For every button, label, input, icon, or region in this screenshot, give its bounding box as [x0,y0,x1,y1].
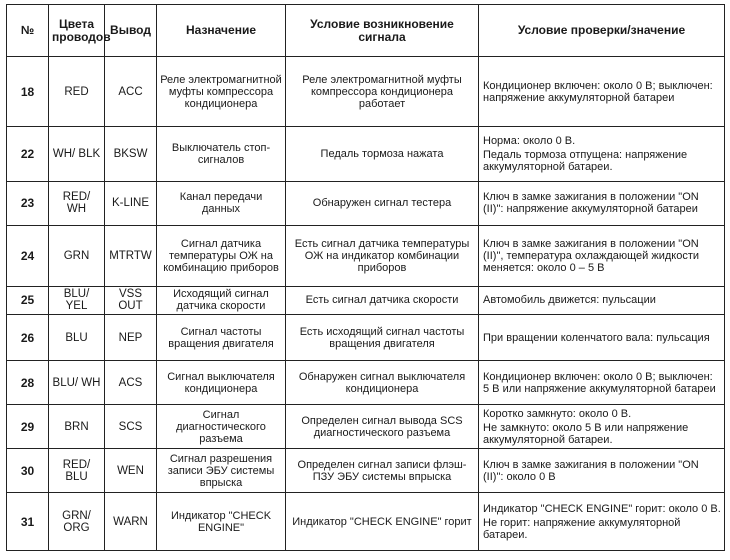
occurrence-condition-cell: Определен сигнал записи флэш-ПЗУ ЭБУ системы впрыска [286,449,479,493]
table-row [7,405,725,449]
pin-number-cell: 26 [7,314,49,360]
occurrence-condition-cell: Есть исходящий сигнал частоты вращения двигателя [286,314,479,360]
pin-name-cell: VSS OUT [105,286,157,314]
check-condition-cell [479,181,725,225]
header-check-condition: Условие проверки/значение [479,5,725,57]
pin-number-cell: 31 [7,493,49,551]
check-condition-cell [479,57,725,127]
wire-color-cell: BLU [49,314,105,360]
header-num: № [7,5,49,57]
table-row [7,57,725,127]
pin-name-cell: WEN [105,449,157,493]
pin-name-cell: MTRTW [105,225,157,286]
table-row [7,314,725,360]
occurrence-condition-cell: Определен сигнал вывода SCS диагностического разъема [286,405,479,449]
occurrence-condition-cell: Педаль тормоза нажата [286,127,479,182]
wire-color-cell: BLU/ YEL [49,286,105,314]
wire-color-cell: BLU/ WH [49,361,105,405]
wire-color-cell: RED/ WH [49,181,105,225]
wire-color-cell: RED [49,57,105,127]
check-condition-cell [479,493,725,551]
pin-number-cell: 30 [7,449,49,493]
check-condition-cell [479,225,725,286]
header-pin: Вывод [105,5,157,57]
pin-name-cell: ACC [105,57,157,127]
purpose-cell: Сигнал разрешения записи ЭБУ системы впрыска [157,449,286,493]
pin-number-cell: 29 [7,405,49,449]
check-condition-cell [479,449,725,493]
check-condition-line: Ключ в замке зажигания в положении "ON (II)": напряжение аккумуляторной батареи [483,191,699,216]
check-condition-line: Не замкнуто: около 5 В или напряжение аккумуляторной батареи. [483,421,689,446]
document-page [6,4,724,551]
check-condition-line: При вращении коленчатого вала: пульсация [483,331,710,344]
purpose-cell: Исходящий сигнал датчика скорости [157,286,286,314]
occurrence-condition-cell: Индикатор "CHECK ENGINE" горит [286,493,479,551]
check-condition-line: Автомобиль движется: пульсации [483,294,656,307]
header-occurrence-condition: Условие возникновение сигнала [286,5,479,57]
occurrence-condition-cell: Обнаружен сигнал тестера [286,181,479,225]
check-condition-cell [479,286,725,314]
check-condition-line: Коротко замкнуто: около 0 В. [483,407,632,420]
purpose-cell: Индикатор "CHECK ENGINE" [157,493,286,551]
occurrence-condition-cell: Реле электромагнитной муфты компрессора кондиционера работает [286,57,479,127]
pin-name-cell: SCS [105,405,157,449]
check-condition-line: Индикатор "CHECK ENGINE" горит: около 0 В. [483,502,721,515]
pin-name-cell: NEP [105,314,157,360]
pin-number-cell: 22 [7,127,49,182]
pin-number-cell: 24 [7,225,49,286]
check-condition-line: Ключ в замке зажигания в положении "ON (II)": около 0 В [483,458,699,483]
table-row [7,449,725,493]
wire-color-cell: BRN [49,405,105,449]
header-purpose: Назначение [157,5,286,57]
pin-name-cell: BKSW [105,127,157,182]
pin-number-cell: 23 [7,181,49,225]
wire-color-cell: WH/ BLK [49,127,105,182]
check-condition-line: Норма: около 0 В. [483,135,576,148]
wire-color-cell: GRN/ ORG [49,493,105,551]
purpose-cell: Сигнал датчика температуры ОЖ на комбинацию приборов [157,225,286,286]
check-condition-cell [479,361,725,405]
occurrence-condition-cell: Есть сигнал датчика температуры ОЖ на индикатор комбинации приборов [286,225,479,286]
table-row [7,181,725,225]
table-row [7,493,725,551]
table-row [7,286,725,314]
connector-pinout-table [6,4,725,551]
table-row [7,225,725,286]
table-row [7,127,725,182]
purpose-cell: Канал передачи данных [157,181,286,225]
occurrence-condition-cell: Есть сигнал датчика скорости [286,286,479,314]
pin-number-cell: 28 [7,361,49,405]
purpose-cell: Выключатель стоп-сигналов [157,127,286,182]
purpose-cell: Сигнал диагностического разъема [157,405,286,449]
pin-name-cell: ACS [105,361,157,405]
occurrence-condition-cell: Обнаружен сигнал выключателя кондиционера [286,361,479,405]
purpose-cell: Сигнал частоты вращения двигателя [157,314,286,360]
pin-number-cell: 18 [7,57,49,127]
purpose-cell: Сигнал выключателя кондиционера [157,361,286,405]
check-condition-line: Кондиционер включен: около 0 В; выключен: 5 В или напряжение аккумуляторной батареи [483,370,716,395]
check-condition-line: Кондиционер включен: около 0 В; выключен: напряжение аккумуляторной батареи [483,79,713,104]
wire-color-cell: GRN [49,225,105,286]
purpose-cell: Реле электромагнитной муфты компрессора кондиционера [157,57,286,127]
pin-name-cell: K-LINE [105,181,157,225]
pin-name-cell: WARN [105,493,157,551]
pin-number-cell: 25 [7,286,49,314]
check-condition-line: Педаль тормоза отпущена: напряжение аккумуляторной батареи. [483,149,688,174]
header-wire-colors: Цвета проводов [49,5,105,57]
table-header-row [7,5,725,57]
table-row [7,361,725,405]
wire-color-cell: RED/ BLU [49,449,105,493]
check-condition-line: Ключ в замке зажигания в положении "ON (II)", температура охлаждающей жидкости меняется: около 0 – 5 В [483,237,700,274]
check-condition-cell [479,314,725,360]
check-condition-cell [479,405,725,449]
check-condition-cell [479,127,725,182]
check-condition-line: Не горит: напряжение аккумуляторной батареи. [483,516,681,541]
